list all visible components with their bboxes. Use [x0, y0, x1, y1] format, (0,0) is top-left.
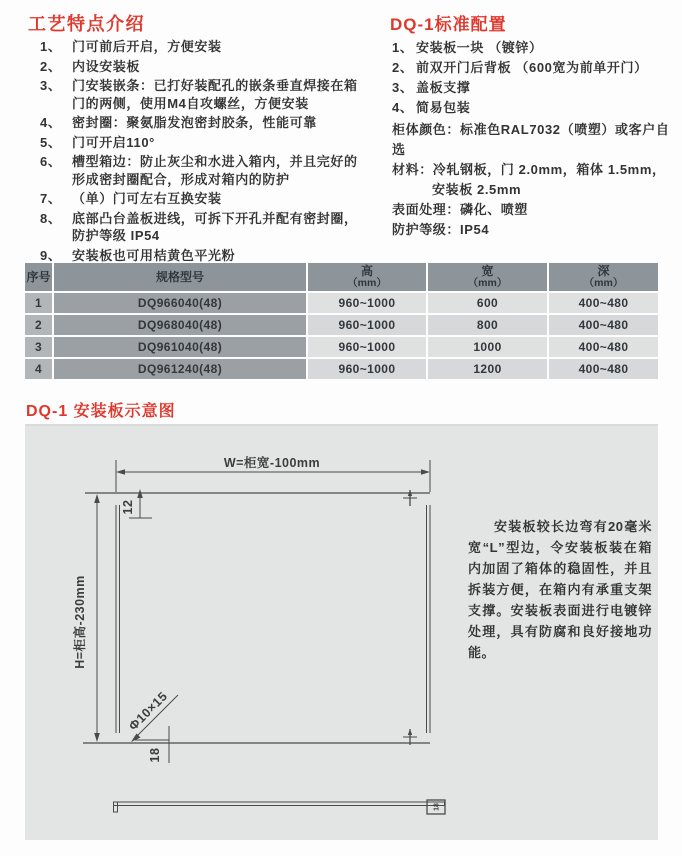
- mounting-plate-diagram: [25, 424, 658, 840]
- cell-model: DQ961040(48): [54, 337, 306, 357]
- item-number: 2、: [392, 60, 414, 75]
- table-header-width: 宽 （mm）: [428, 263, 547, 291]
- table-header-depth: 深 （mm）: [549, 263, 658, 291]
- item-number: 2、: [40, 58, 62, 74]
- list-item: [392, 78, 670, 98]
- height-dimension: [72, 494, 100, 742]
- item-number: 4、: [40, 115, 62, 130]
- cell-width: 1200: [428, 359, 547, 379]
- item-text: 门可开启110°: [72, 134, 155, 150]
- cell-depth: 400~480: [549, 315, 658, 335]
- front-view: [83, 493, 430, 743]
- item-text: 简易包装: [416, 100, 471, 115]
- standard-config-list: [392, 38, 670, 118]
- list-item: [40, 153, 370, 188]
- item-text: （单）门可左右互换安装: [72, 191, 222, 206]
- item-number: 1、: [392, 40, 414, 55]
- list-item: [40, 77, 370, 112]
- list-item: [40, 190, 370, 208]
- list-item: [40, 247, 370, 265]
- cell-width: 800: [428, 315, 547, 335]
- height-dimension-label: H=柜高-230mm: [73, 575, 87, 669]
- cell-model: DQ961240(48): [54, 359, 306, 379]
- list-item: [40, 38, 370, 56]
- list-item: [392, 58, 670, 78]
- cell-height: 960~1000: [308, 359, 426, 379]
- hole-callout: [126, 689, 178, 742]
- item-text: 槽型箱边：防止灰尘和水进入箱内，并且完好的形成密封圈配合，形成对箱内的防护: [72, 154, 358, 187]
- cell-index: 3: [25, 337, 52, 357]
- list-item: [392, 98, 670, 118]
- side-flange-dimension-label: 18: [433, 803, 441, 811]
- item-text: 门安装嵌条：已打好装配孔的嵌条垂直焊接在箱门的两侧，使用M4自攻螺丝，方便安装: [72, 78, 358, 111]
- item-number: 1、: [40, 39, 62, 54]
- item-text: 内设安装板: [72, 58, 141, 74]
- side-view: [114, 800, 446, 814]
- list-item: [40, 210, 370, 245]
- item-number: 4、: [392, 100, 414, 115]
- item-text: 底部凸台盖板进线，可拆下开孔并配有密封圈，防护等级 IP54: [72, 210, 358, 243]
- item-number: 8、: [40, 210, 62, 226]
- spec-line-surface: 表面处理：磷化、喷塑: [392, 202, 529, 217]
- left-offset-dimension: [135, 726, 169, 763]
- list-item: [40, 58, 370, 76]
- cell-index: 2: [25, 315, 52, 335]
- item-text: 前双开门后背板 （600宽为前单开门）: [416, 60, 648, 75]
- cell-width: 1000: [428, 337, 547, 357]
- spec-table: [25, 263, 658, 379]
- cell-index: 4: [25, 359, 52, 379]
- table-header-index: 序号: [25, 263, 52, 291]
- item-number: 3、: [392, 80, 414, 95]
- top-offset-label: 12: [121, 499, 135, 515]
- cell-height: 960~1000: [308, 315, 426, 335]
- item-number: 7、: [40, 191, 62, 206]
- item-number: 9、: [40, 247, 62, 263]
- cell-height: 960~1000: [308, 293, 426, 313]
- cell-depth: 400~480: [549, 337, 658, 357]
- hole-callout-label: Φ10×15: [126, 689, 171, 734]
- spec-line-material: 材料：冷轧钢板，门 2.0mm，箱体 1.5mm，: [392, 162, 666, 177]
- cabinet-specs-paragraph: [392, 120, 670, 240]
- item-number: 6、: [40, 154, 62, 169]
- item-number: 5、: [40, 134, 62, 150]
- cell-depth: 400~480: [549, 359, 658, 379]
- item-text: 盖板支撑: [416, 80, 471, 95]
- item-text: 安装板一块 （镀锌）: [416, 40, 543, 55]
- list-item: [40, 114, 370, 132]
- item-text: 门可前后开启，方便安装: [72, 39, 222, 54]
- spec-line-color: 柜体颜色：标准色RAL7032（喷塑）或客户自选: [392, 122, 670, 157]
- cell-model: DQ966040(48): [54, 293, 306, 313]
- item-number: 3、: [40, 78, 62, 93]
- width-dimension-label: W=柜宽-100mm: [223, 456, 321, 470]
- process-features-title: 工艺特点介绍: [28, 14, 145, 34]
- spec-line-protection: 防护等级：IP54: [392, 222, 490, 237]
- table-header-height: 高 （mm）: [308, 263, 426, 291]
- list-item: [40, 134, 370, 152]
- item-text: 密封圈：聚氨脂发泡密封胶条，性能可靠: [72, 115, 317, 130]
- cell-depth: 400~480: [549, 293, 658, 313]
- spec-line-plate-thickness: 安装板 2.5mm: [432, 182, 522, 197]
- width-dimension: [116, 455, 430, 492]
- cell-index: 1: [25, 293, 52, 313]
- cell-height: 960~1000: [308, 337, 426, 357]
- item-text: 安装板也可用桔黄色平光粉: [72, 247, 236, 263]
- cell-model: DQ968040(48): [54, 315, 306, 335]
- left-offset-label: 18: [148, 747, 162, 763]
- diagram-description: 安装板较长边弯有20毫米宽“L”型边，令安装板装在箱内加固了箱体的稳固性，并且拆装方便，在箱内有承重支架支撑。安装板表面进行电镀锌处理，具有防腐和良好接地功能。: [468, 519, 652, 660]
- diagram-section-title: DQ-1 安装板示意图: [26, 403, 176, 420]
- table-header-model: 规格型号: [54, 263, 306, 291]
- standard-config-title: DQ-1标准配置: [390, 15, 507, 34]
- cell-width: 600: [428, 293, 547, 313]
- list-item: [392, 38, 670, 58]
- process-features-list: [40, 38, 370, 266]
